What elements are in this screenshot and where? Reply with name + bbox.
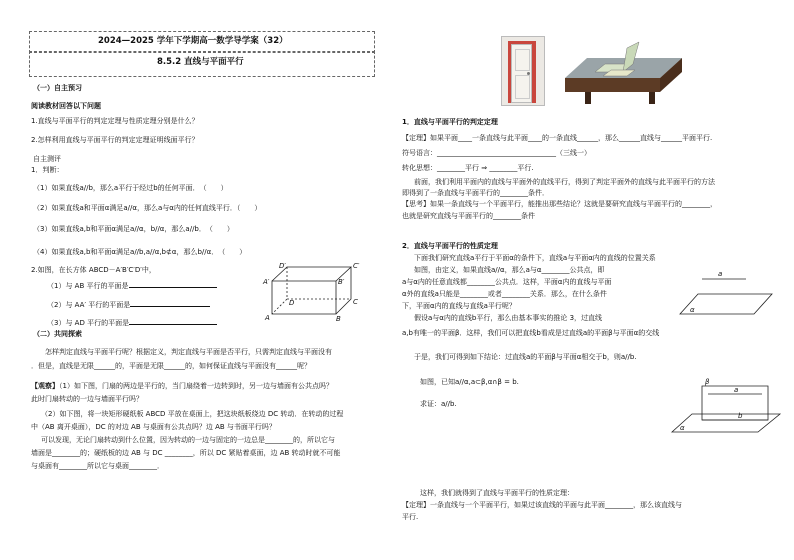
observe-text: （1）如下图，门扇的两边是平行的，当门扇绕着一边转到时，另一边与墙面有公共点吗？ — [59, 382, 333, 390]
label-alpha: α — [690, 306, 695, 314]
judge-heading: 1．判断： — [31, 166, 64, 174]
read-heading: 阅读教材回答以下问题 — [31, 102, 101, 110]
observe-line-1b: 此时门扇转动的一边与墙面平行吗？ — [31, 395, 143, 403]
judge-item-3: （3）如果直线a,b和平面α满足a//α，b//α，那么a//b． （ ） — [33, 225, 234, 233]
observe-title: 【观察】 — [31, 382, 59, 390]
board-on-table-photo — [565, 36, 682, 104]
label-c: C — [353, 298, 358, 306]
answer-blank[interactable] — [130, 300, 210, 307]
explore-line-2: ．但是，直线是无限______的，平面是无限______的，如何保证直线与平面没有______呢？ — [31, 362, 311, 370]
judge-item-4: （4）如果直线a,b和平面α满足a//b,a//α,b⊄α，那么b//α． （ ） — [33, 248, 247, 256]
question-1: 1.直线与平面平行的判定定理与性质定理分别是什么？ — [31, 117, 199, 125]
answer-blank[interactable] — [129, 318, 217, 325]
label-a-prime: A′ — [263, 278, 270, 286]
note-line-2: 即得到了一条直线与平面平行的________条件． — [402, 189, 549, 197]
door-handle-icon — [527, 72, 530, 75]
convert-thought: 转化思想：________平行 ⇒ ________平行. — [402, 164, 534, 172]
problem-2: 2.如图，在长方体 ABCD－A′B′C′D′中， — [31, 266, 156, 274]
judge-item-2: （2）如果直线a和平面α满足a//α，那么a与α内的任何直线平行．（ ） — [33, 204, 262, 212]
think-line-2: 也就是研究直线与平面平行的________条件 — [402, 212, 535, 220]
cuboid-figure — [262, 262, 362, 322]
line-plane-figure — [680, 270, 780, 320]
header-title: 2024—2025 学年下学期高一数学导学案（32） — [98, 36, 288, 46]
header-subtitle: 8.5.2 直线与平面平行 — [157, 57, 244, 67]
think-line-1: 【思考】如果一条直线与一个平面平行，能推出那些结论？这就是要研究直线与平面平行的________， — [402, 200, 717, 208]
para-line-8: 于是，我们可得到如下结论：过直线a的平面β与平面α相交于b，则a//b. — [414, 353, 637, 361]
judge-item-1: （1）如果直线a//b，那么a平行于经过b的任何平面． （ ） — [33, 184, 228, 192]
question-2: 2.怎样利用直线与平面平行的判定定理证明线面平行？ — [31, 136, 199, 144]
label-c-prime: C′ — [353, 262, 360, 270]
label-b: b — [738, 412, 743, 420]
definition-line-1: 【定理】一条直线与一个平面平行，如果过该直线的平面与此平面________，那么该直线与 — [402, 501, 682, 509]
section-2-title: 2．直线与平面平行的性质定理 — [402, 242, 498, 250]
problem-2-part-2 — [47, 300, 210, 309]
label-a: A — [265, 314, 270, 322]
observe-line-4: 墙面是________的；硬纸板的边 AB 与 DC ________，所以 DC 紧贴着桌面，边 AB 转动时就不可能 — [31, 449, 341, 457]
label-a: a — [734, 386, 739, 394]
p2-2-text: （2）与 AA′ 平行的平面是 — [47, 301, 131, 309]
prove-line: 求证：a//b. — [420, 400, 457, 408]
planes-figure — [672, 370, 784, 440]
observe-line-3: 可以发现，无论门扇转动到什么位置，因为转动的一边与固定的一边总是________的，所以它与 — [41, 436, 335, 444]
p2-1-text: （1）与 AB 平行的平面是 — [47, 282, 129, 290]
para-line-2: 如图，由定义，如果直线a//α，那么a与α________公共点，即 — [414, 266, 605, 274]
label-d: D — [289, 299, 295, 307]
observe-line-2: （2）如下图，将一块矩形硬纸板 ABCD 平放在桌面上，把这块纸板绕边 DC 转动．在转动的过程 — [41, 410, 344, 418]
para-line-5: 下，平面α内的直线与直线a平行呢？ — [402, 302, 516, 310]
observe-line-5: 与桌面有________所以它与桌面________． — [31, 462, 164, 470]
section-1-title: 1．直线与平面平行的判定定理 — [402, 118, 498, 126]
para-line-6: 假设a与α内的直线b平行，那么由基本事实的推论 3，过直线 — [414, 314, 603, 322]
para-line-4: α外的直线a只能是________或者________关系．那么，在什么条件 — [402, 290, 607, 298]
label-a-line: a — [718, 270, 723, 278]
section-self-study: （一）自主预习 — [33, 84, 82, 92]
self-test-heading: 自主测评 — [33, 155, 61, 163]
label-b: B — [336, 315, 341, 323]
para-line-1: 下面我们研究直线a平行于平面α的条件下，直线a与平面α内的直线的位置关系 — [414, 254, 656, 262]
symbol-language: 符号语言：__________________________________（三线一） — [402, 149, 591, 157]
observe-line-1 — [31, 382, 333, 390]
label-alpha-2: α — [680, 424, 685, 432]
given-line: 如图，已知a//α,a⊂β,α∩β = b. — [420, 378, 519, 386]
door-photo — [501, 36, 545, 106]
problem-2-part-1 — [47, 281, 217, 290]
definition-line-2: 平行. — [402, 513, 419, 521]
theorem-1: 【定理】如果平面____一条直线与此平面____的一条直线______，那么______直线与______平面平行. — [402, 134, 713, 142]
section-explore: （二）共同探索 — [33, 330, 82, 338]
conclusion-line: 这样，我们就得到了直线与平面平行的性质定理： — [420, 489, 574, 497]
door-panel — [511, 44, 532, 103]
note-line-1: 前面，我们利用平面内的直线与平面外的直线平行，得到了判定平面外的直线与此平面平行的方法 — [414, 178, 715, 186]
para-line-7: a,b有唯一的平面β．这样，我们可以把直线b看成是过直线a的平面β与平面α的交线 — [402, 329, 660, 337]
problem-2-part-3 — [47, 318, 217, 327]
explore-line-1: 怎样判定直线与平面平行呢？根据定义，判定直线与平面是否平行，只需判定直线与平面没有 — [45, 348, 332, 356]
label-d-prime: D′ — [279, 262, 286, 270]
label-b-prime: B′ — [338, 278, 345, 286]
label-beta: β — [705, 378, 710, 386]
answer-blank[interactable] — [129, 281, 217, 288]
p2-3-text: （3）与 AD 平行的平面是 — [47, 319, 130, 327]
observe-line-2b: 中（AB 离开桌面），DC 的对边 AB 与桌面有公共点吗？边 AB 与书面平行吗？ — [31, 423, 276, 431]
para-line-3: a与α内的任意直线都________公共点．这样，平面α内的直线与平面 — [402, 278, 612, 286]
